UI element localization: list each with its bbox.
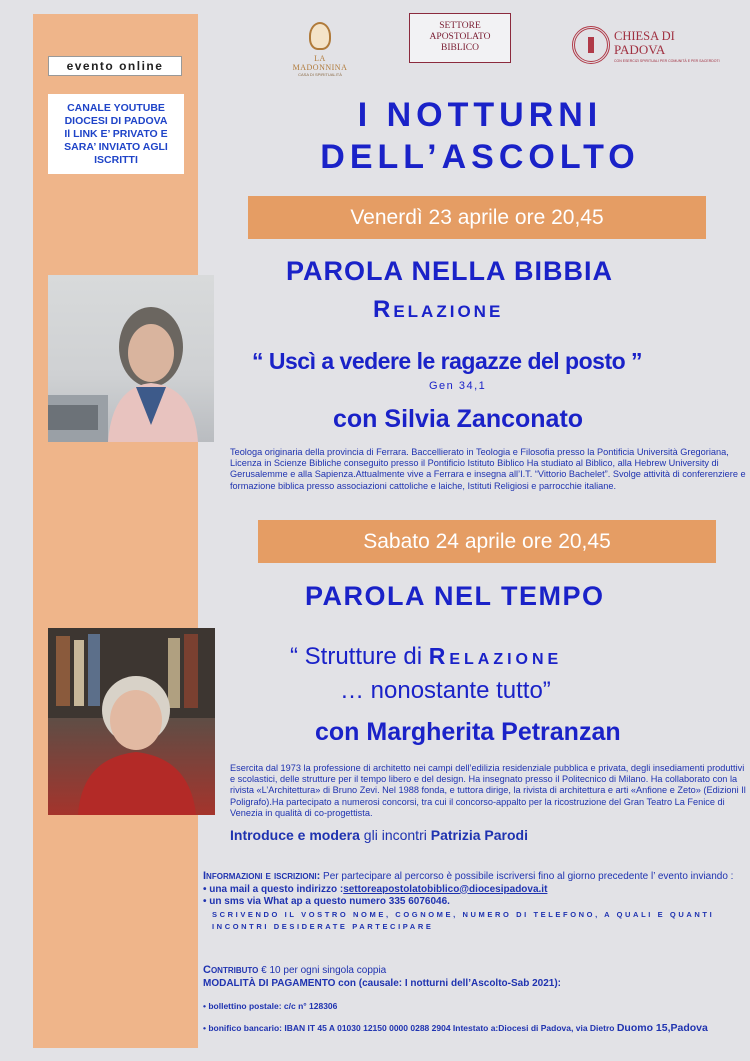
event2-quote-line1	[290, 643, 562, 671]
moderator-name: Patrizia Parodi	[430, 827, 528, 843]
payment-postal: • bollettino postale: c/c n° 128306	[203, 1001, 338, 1011]
logo-chiesa-di-padova	[572, 26, 720, 70]
contribution-amount: € 10 per ogni singola coppia	[258, 965, 387, 976]
channel-line: SARA’ INVIATO AGLI	[64, 141, 168, 153]
event2-quote-word: Relazione	[428, 643, 563, 669]
main-title-line1: I NOTTURNI	[357, 96, 603, 134]
payment-mode-line	[203, 978, 561, 989]
event2-speaker-bio: Esercita dal 1973 la professione di architetto nei campi dell’edilizia residenziale pubblica e privata, degli insediamenti produttivi e scolastici, delle strutture per il tempo libero e del design. Ha insegnato presso il Politecnico di Milano. Ha collaborato con la rivista «L’Architettura» di Bruno Zevi. Nel 1988 fonda, e tuttora dirige, la rivista di architettura e arti «Anfione e Zeto» (Edizioni Il Poligrafo).Ha partecipato a numerosi concorsi, tra cui il concorso-appalto per la ricostruzione del Gran Teatro La Fenice di Venezia in qualità di co-progettista.	[230, 763, 746, 818]
logo-chiesa-sub: CON ESERCIZI SPIRITUALI PER COMUNITÀ E PER SACERDOTI	[614, 59, 720, 63]
event2-heading: PAROLA NEL TEMPO	[305, 581, 605, 611]
main-title-line2: DELL’ASCOLTO	[320, 138, 640, 176]
portrait-woman-icon	[48, 628, 215, 815]
logo-settore-line: SETTORE	[439, 21, 481, 31]
registration-caps-line1: SCRIVENDO IL VOSTRO NOME, COGNOME, NUMERO DI TELEFONO, A QUALI E QUANTI	[212, 909, 715, 919]
event2-quote-line2: … nonostante tutto”	[340, 677, 551, 704]
event1-speaker: con Silvia Zanconato	[333, 405, 584, 433]
payment-mode-label: MODALITÀ DI PAGAMENTO	[203, 977, 336, 989]
moderator-prefix: Introduce e modera	[230, 827, 360, 843]
moderator-middle: gli incontri	[359, 827, 431, 843]
event1-reference: Gen 34,1	[429, 380, 487, 392]
logo-madonnina-sub: CASA DI SPIRITUALITÀ	[298, 72, 342, 77]
payment-bank-address-end: Duomo 15,Padova	[616, 1022, 708, 1034]
channel-line: Il LINK E’ PRIVATO E	[64, 128, 168, 140]
channel-line: CANALE YOUTUBE	[67, 102, 165, 114]
registration-mail-link[interactable]: settoreapostolatobiblico@diocesipadova.it	[343, 883, 548, 895]
logo-madonnina-name: LA MADONNINA	[292, 54, 348, 72]
logo-chiesa-line1: CHIESA DI	[614, 29, 675, 43]
channel-line: DIOCESI DI PADOVA	[64, 115, 168, 127]
event2-date-band: Sabato 24 aprile ore 20,45	[258, 520, 716, 563]
online-event-label: evento online	[48, 56, 182, 76]
event1-heading: PAROLA NELLA BIBBIA	[286, 256, 613, 286]
registration-info	[203, 870, 748, 934]
speaker-photo-margherita	[48, 628, 215, 815]
payment-bank-text: • bonifico bancario: IBAN IT 45 A 01030 12150 0000 0288 2904 Intestato a:Diocesi di Padova, via Dietro	[203, 1023, 617, 1033]
youtube-channel-note	[48, 94, 184, 174]
registration-text: Per partecipare al percorso è possibile iscriversi fino al giorno precedente l’ evento inviando :	[320, 871, 734, 882]
moderator-line	[230, 827, 528, 843]
logo-la-madonnina	[287, 22, 353, 77]
payment-bank	[203, 1022, 708, 1034]
event1-subheading: Relazione	[373, 296, 504, 323]
registration-lead: Informazioni e iscrizioni:	[203, 870, 321, 882]
logo-chiesa-line2: PADOVA	[614, 42, 666, 57]
registration-mail-prefix: • una mail a questo indirizzo :	[203, 883, 344, 895]
event2-speaker: con Margherita Petranzan	[315, 718, 621, 746]
portrait-woman-icon	[48, 275, 214, 442]
logo-settore-line: APOSTOLATO	[429, 32, 491, 42]
contribution-amount-line	[203, 965, 386, 976]
chiesa-ring-icon	[572, 26, 610, 64]
event2-quote-start: “ Strutture di	[290, 643, 429, 670]
contribution-info	[203, 964, 748, 990]
payment-mode-text: con (causale: I notturni dell’Ascolto-Sab 2021):	[335, 977, 562, 989]
event1-quote: “ Uscì a vedere le ragazze del posto ”	[252, 348, 643, 374]
event1-date-band: Venerdì 23 aprile ore 20,45	[248, 196, 706, 239]
channel-line: ISCRITTI	[94, 154, 138, 166]
madonnina-emblem-icon	[309, 22, 331, 50]
registration-sms: • un sms via What ap a questo numero 335 6076046.	[203, 896, 450, 907]
contribution-lead: Contributo	[203, 964, 259, 976]
logo-settore-line: BIBLICO	[441, 43, 479, 53]
event1-speaker-bio: Teologa originaria della provincia di Ferrara. Baccellierato in Teologia e Filosofia presso la Pontificia Università Gregoriana, Licenza in Scienze Bibliche conseguito presso il Pontificio Istituto Biblico Ha studiato al Biblico, alla Hebrew University di Gerusalemme e alla Sapienza.Attualmente vive a Ferrara e insegna all’I.T. “Vittorio Bachelet”. Svolge attività di conferenziere e formazione biblica presso associazioni cattoliche e laiche, Istituti Religiosi e parrocchie italiane.	[230, 447, 746, 491]
registration-mail	[203, 884, 748, 897]
speaker-photo-silvia	[48, 275, 214, 442]
registration-intro	[203, 870, 748, 884]
logo-settore-apostolato-biblico	[409, 13, 511, 63]
registration-caps-line2: INCONTRI DESIDERATE PARTECIPARE	[212, 922, 434, 931]
